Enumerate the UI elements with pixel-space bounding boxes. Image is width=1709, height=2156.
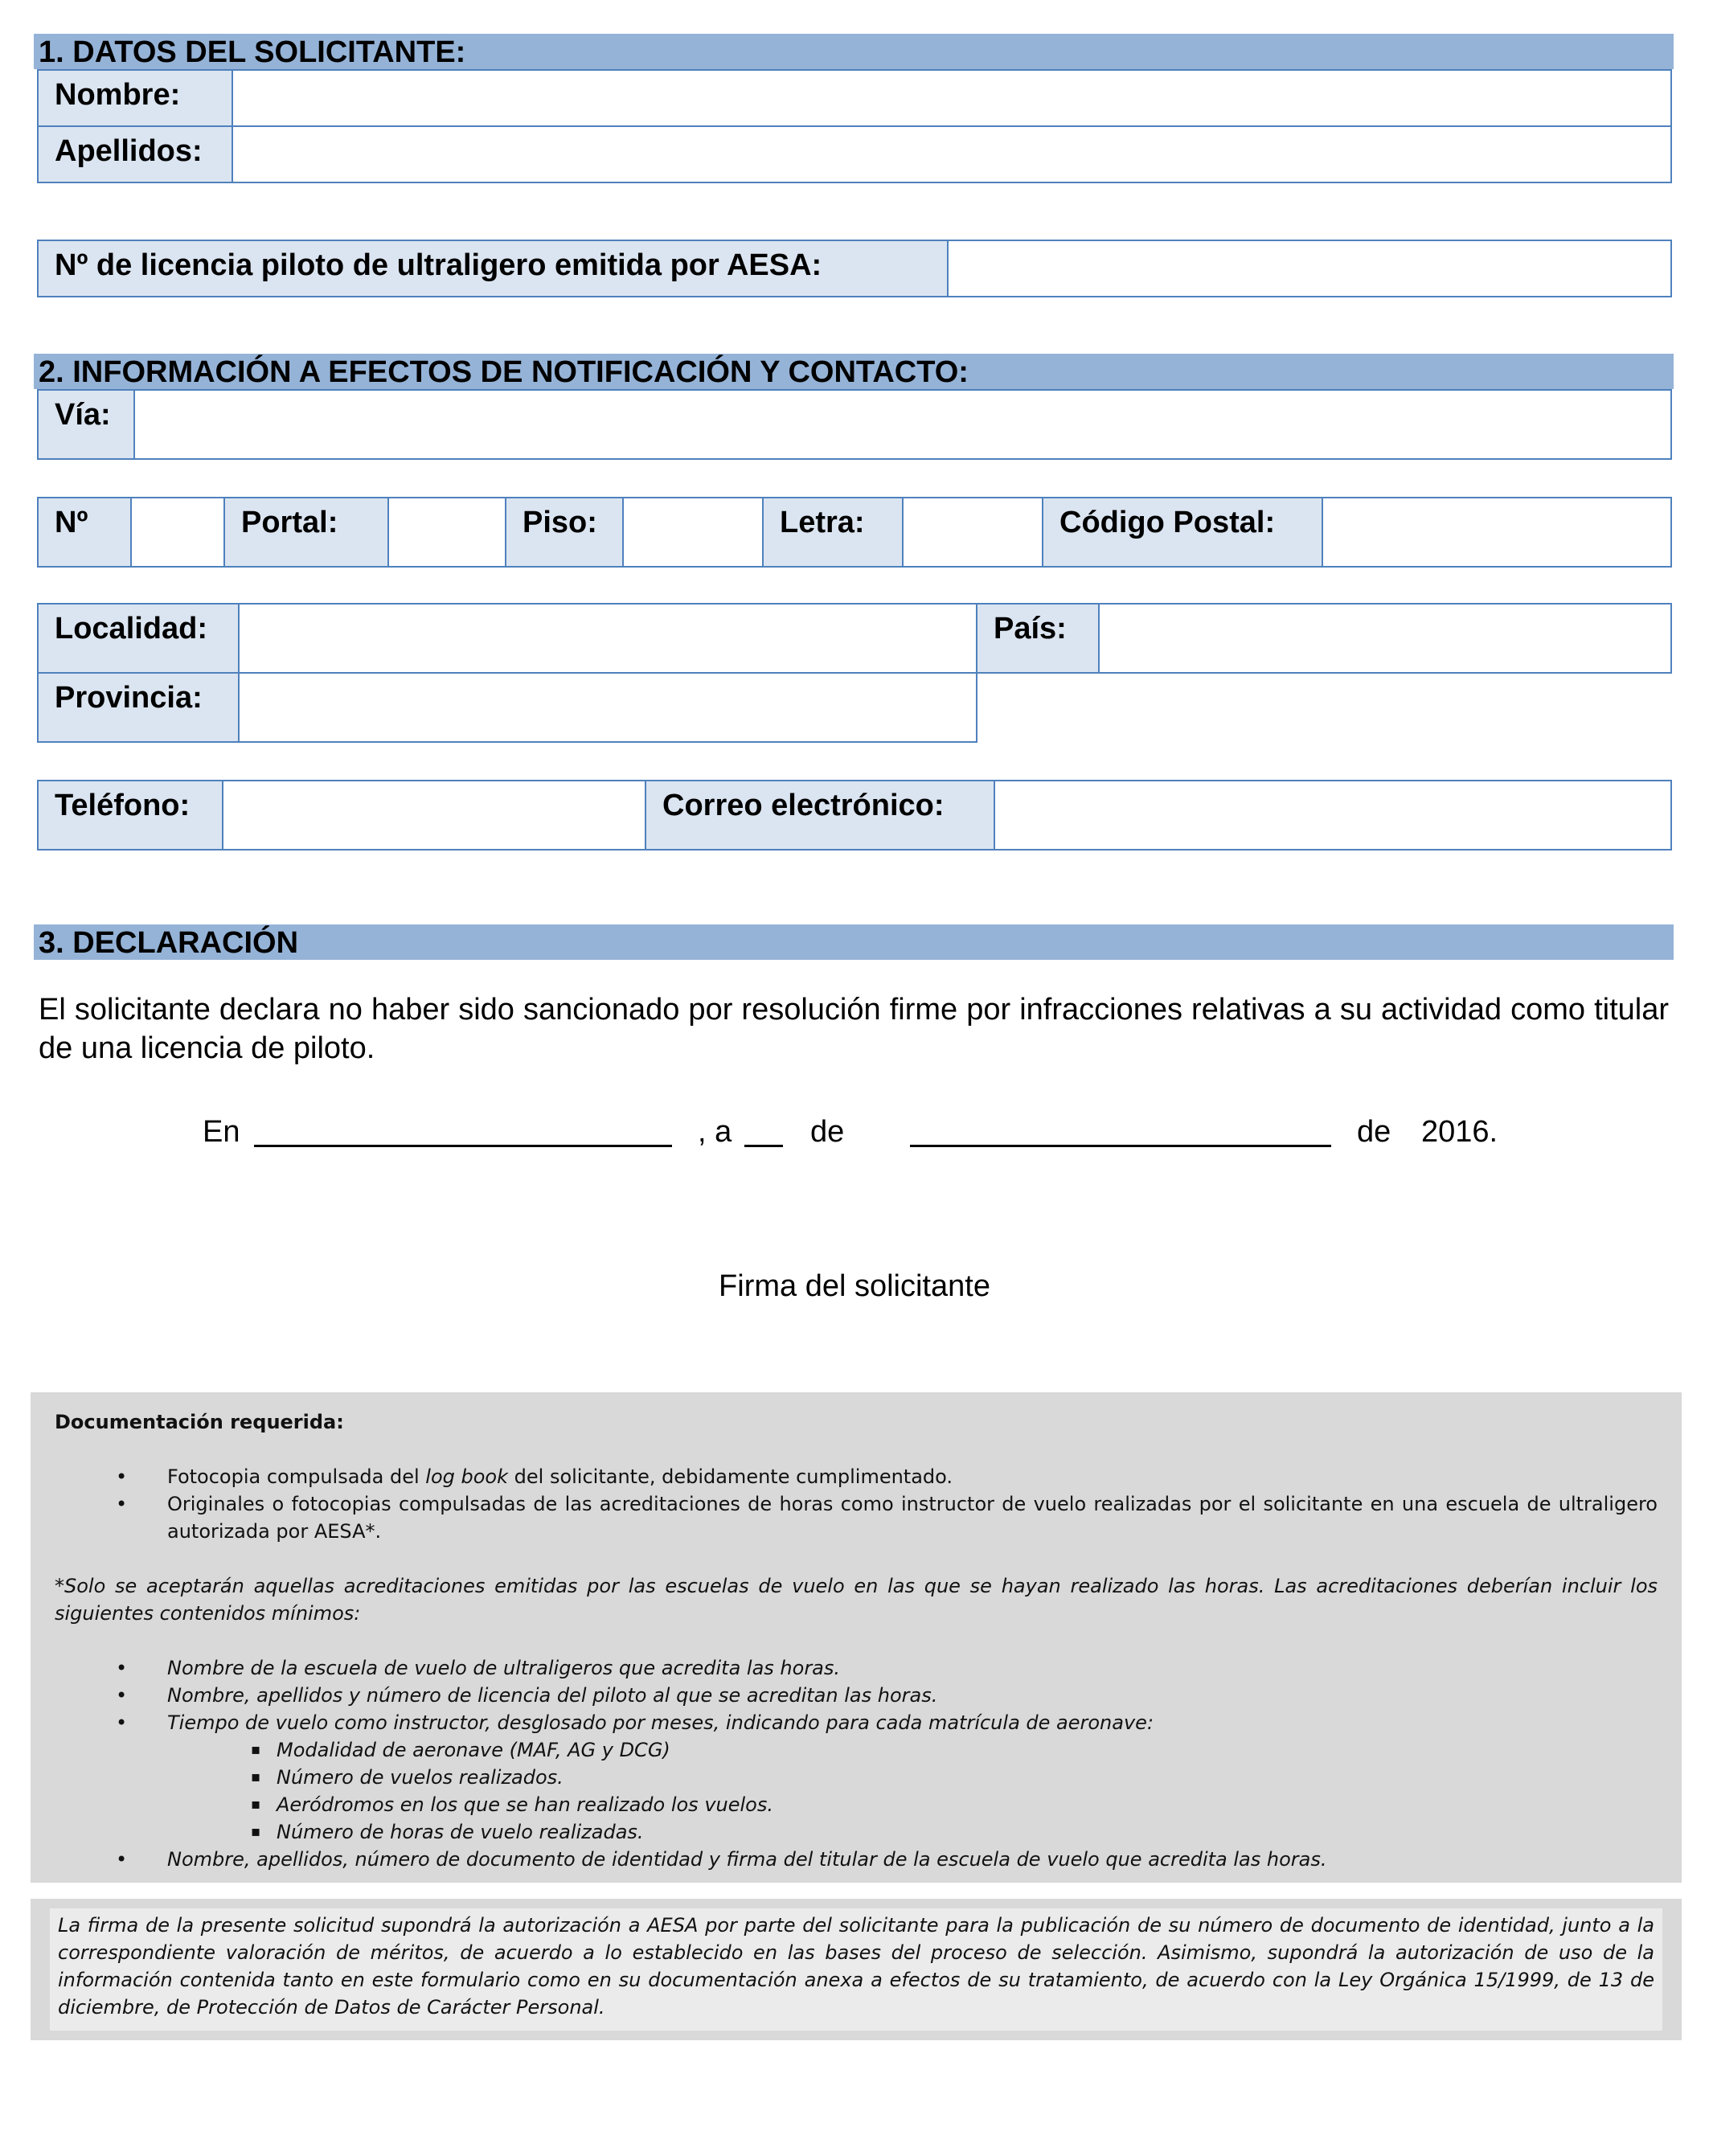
required-docs-list bbox=[55, 1463, 1658, 1545]
codigo-postal-label: Código Postal: bbox=[1043, 498, 1322, 567]
codigo-postal-field[interactable] bbox=[1322, 498, 1671, 567]
license-table bbox=[37, 240, 1672, 297]
bullet-icon: • bbox=[116, 1657, 128, 1679]
documentation-note: *Solo se aceptarán aquellas acreditaciones emitidas por las escuelas de vuelo en las que se hayan realizado las horas. Las acreditaciones deberían incluir los siguientes contenidos mínimos: bbox=[55, 1575, 1658, 1625]
documentation-title: Documentación requerida: bbox=[55, 1411, 344, 1433]
letra-label: Letra: bbox=[763, 498, 903, 567]
apellidos-label: Apellidos: bbox=[38, 126, 232, 182]
sub-list-item bbox=[55, 1818, 1658, 1846]
date-en-label: En bbox=[203, 1115, 240, 1149]
email-field[interactable] bbox=[994, 781, 1671, 850]
list-item bbox=[55, 1654, 1658, 1682]
declaration-text: El solicitante declara no haber sido sancionado por resolución firme por infracciones relativas a su actividad como titular de una licencia de piloto. bbox=[39, 993, 1669, 1065]
day-blank[interactable] bbox=[744, 1145, 783, 1147]
item2-text: Originales o fotocopias compulsadas de las acreditaciones de horas como instructor de vuelo realizadas por el solicitante en una escuela de ultraligero autorizada por AESA*. bbox=[167, 1493, 1658, 1543]
locality-table bbox=[37, 603, 1672, 743]
square-bullet-icon: ▪ bbox=[251, 1796, 261, 1813]
contact-table bbox=[37, 780, 1672, 851]
date-de-label-1: de bbox=[810, 1115, 845, 1149]
sub-item-text: Aeródromos en los que se han realizado los vuelos. bbox=[277, 1793, 773, 1816]
sub-item-text: Modalidad de aeronave (MAF, AG y DCG) bbox=[277, 1739, 670, 1761]
numero-field[interactable] bbox=[131, 498, 224, 567]
applicant-name-table bbox=[37, 69, 1672, 183]
section3-header: 3. DECLARACIÓN bbox=[34, 924, 1674, 960]
date-year: 2016. bbox=[1421, 1115, 1498, 1149]
bullet-icon: • bbox=[116, 1684, 128, 1707]
minimum-contents-list bbox=[55, 1654, 1658, 1873]
via-table bbox=[37, 389, 1672, 460]
square-bullet-icon: ▪ bbox=[251, 1741, 261, 1758]
list-item bbox=[55, 1709, 1658, 1736]
sub-list-item bbox=[55, 1791, 1658, 1818]
documentation-box bbox=[31, 1392, 1682, 1883]
telefono-label: Teléfono: bbox=[38, 781, 223, 850]
letra-field[interactable] bbox=[903, 498, 1043, 567]
item1-logbook: log book bbox=[425, 1465, 509, 1488]
sub-item-text: Número de vuelos realizados. bbox=[277, 1766, 564, 1789]
sub-list-item bbox=[55, 1736, 1658, 1764]
numero-label: Nº bbox=[38, 498, 131, 567]
min-item-text: Nombre, apellidos, número de documento de identidad y firma del titular de la escuela de vuelo que acredita las horas. bbox=[167, 1848, 1327, 1871]
item1-text-end: del solicitante, debidamente cumplimentado. bbox=[508, 1465, 953, 1488]
date-a-label: , a bbox=[698, 1115, 732, 1149]
min-item-text: Nombre de la escuela de vuelo de ultraligeros que acredita las horas. bbox=[167, 1657, 841, 1679]
section1-header: 1. DATOS DEL SOLICITANTE: bbox=[34, 34, 1674, 69]
piso-field[interactable] bbox=[623, 498, 763, 567]
signature-label: Firma del solicitante bbox=[719, 1269, 990, 1303]
list-item bbox=[55, 1846, 1658, 1873]
list-item bbox=[55, 1682, 1658, 1709]
licencia-field[interactable] bbox=[948, 240, 1671, 297]
localidad-label: Localidad: bbox=[38, 604, 239, 673]
date-de-label-2: de bbox=[1357, 1115, 1391, 1149]
min-item-text: Tiempo de vuelo como instructor, desglosado por meses, indicando para cada matrícula de aeronave: bbox=[167, 1711, 1154, 1734]
bullet-icon: • bbox=[116, 1848, 128, 1871]
square-bullet-icon: ▪ bbox=[251, 1823, 261, 1840]
section2-header: 2. INFORMACIÓN A EFECTOS DE NOTIFICACIÓN Y CONTACTO: bbox=[34, 354, 1674, 389]
min-item-text: Nombre, apellidos y número de licencia del piloto al que se acreditan las horas. bbox=[167, 1684, 938, 1707]
apellidos-field[interactable] bbox=[232, 126, 1671, 182]
bullet-icon: • bbox=[116, 1465, 128, 1488]
telefono-field[interactable] bbox=[223, 781, 645, 850]
month-blank[interactable] bbox=[910, 1145, 1331, 1147]
piso-label: Piso: bbox=[506, 498, 623, 567]
portal-field[interactable] bbox=[388, 498, 506, 567]
list-item bbox=[55, 1490, 1658, 1545]
sub-item-text: Número de horas de vuelo realizadas. bbox=[277, 1821, 644, 1843]
licencia-label: Nº de licencia piloto de ultraligero emitida por AESA: bbox=[38, 240, 948, 297]
empty-cell bbox=[977, 673, 1671, 742]
provincia-field[interactable] bbox=[239, 673, 977, 742]
via-field[interactable] bbox=[134, 390, 1671, 459]
pais-field[interactable] bbox=[1099, 604, 1671, 673]
provincia-label: Provincia: bbox=[38, 673, 239, 742]
localidad-field[interactable] bbox=[239, 604, 977, 673]
portal-label: Portal: bbox=[224, 498, 388, 567]
item1-text-start: Fotocopia compulsada del bbox=[167, 1465, 426, 1488]
via-label: Vía: bbox=[38, 390, 134, 459]
privacy-box bbox=[31, 1899, 1682, 2040]
email-label: Correo electrónico: bbox=[645, 781, 994, 850]
nombre-label: Nombre: bbox=[38, 70, 232, 126]
bullet-icon: • bbox=[116, 1493, 128, 1515]
address-detail-table bbox=[37, 497, 1672, 568]
sub-list-item bbox=[55, 1764, 1658, 1791]
bullet-icon: • bbox=[116, 1711, 128, 1734]
nombre-field[interactable] bbox=[232, 70, 1671, 126]
pais-label: País: bbox=[977, 604, 1099, 673]
list-item bbox=[55, 1463, 1658, 1490]
place-blank[interactable] bbox=[254, 1145, 672, 1147]
square-bullet-icon: ▪ bbox=[251, 1769, 261, 1785]
date-line bbox=[0, 1108, 1709, 1156]
privacy-text: La firma de la presente solicitud supondrá la autorización a AESA por parte del solicitante para la publicación de su número de documento de identidad, junto a la correspondiente valoración de méritos, de acuerdo a lo establecido en las bases del proceso de selección. Asimismo, supondrá la autorización de uso de la información contenida tanto en este formulario como en su documentación anexa a efectos de su tratamiento, de acuerdo con la Ley Orgánica 15/1999, de 13 de diciembre, de Protección de Datos de Carácter Personal. bbox=[50, 1908, 1662, 2031]
